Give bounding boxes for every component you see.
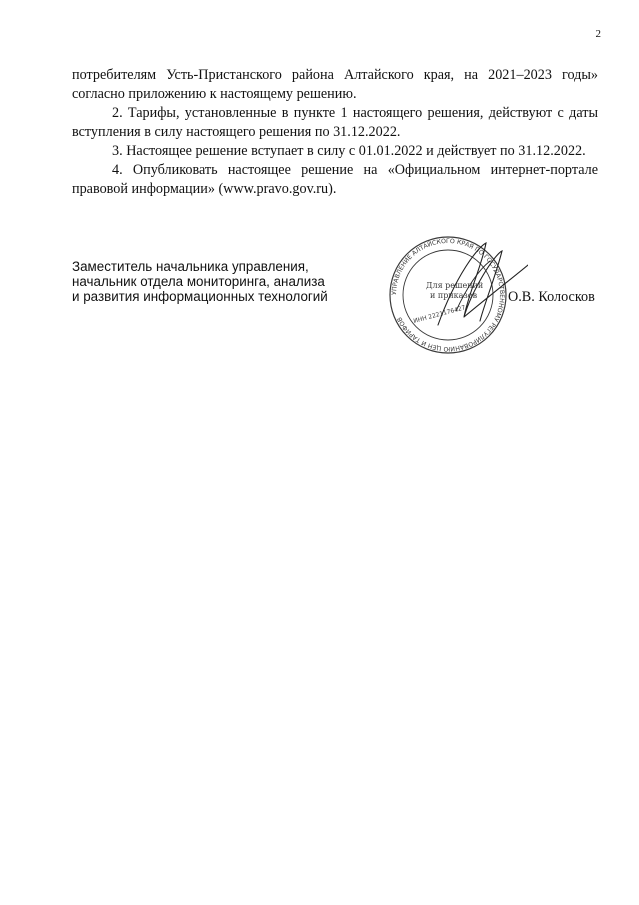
signer-position-line-2: начальник отдела мониторинга, анализа [72, 274, 325, 289]
stamp-id-text: ИНН 2221176427 [412, 304, 467, 325]
stamp-inner-line-2: и приказов [430, 291, 478, 300]
page-number: 2 [595, 28, 601, 40]
signer-name: О.В. Колосков [508, 289, 595, 305]
official-stamp [368, 235, 528, 355]
paragraph-3: 3. Настоящее решение вступает в силу с 01.01.2022 и действует по 31.12.2022. [112, 143, 586, 159]
document-body [72, 66, 598, 199]
paragraph-4: 4. Опубликовать настоящее решение на «Официальном интернет-портале правовой информации» (www.pravo.gov.ru). [72, 162, 598, 197]
paragraph-1-continuation: потребителям Усть-Пристанского района Алтайского края, на 2021–2023 годы» согласно приложению к настоящему решению. [72, 67, 598, 102]
stamp-outer-text: УПРАВЛЕНИЕ АЛТАЙСКОГО КРАЯ ПО ГОСУДАРСТВЕННОМУ РЕГУЛИРОВАНИЮ ЦЕН И ТАРИФОВ [390, 237, 506, 353]
paragraph-2: 2. Тарифы, установленные в пункте 1 настоящего решения, действуют с даты вступления в силу настоящего решения по 31.12.2022. [72, 105, 598, 140]
signer-position-line-1: Заместитель начальника управления, [72, 259, 309, 274]
signer-position-line-3: и развития информационных технологий [72, 289, 328, 304]
stamp-inner-line-1: Для решений [426, 281, 484, 290]
signer-position [72, 259, 372, 304]
